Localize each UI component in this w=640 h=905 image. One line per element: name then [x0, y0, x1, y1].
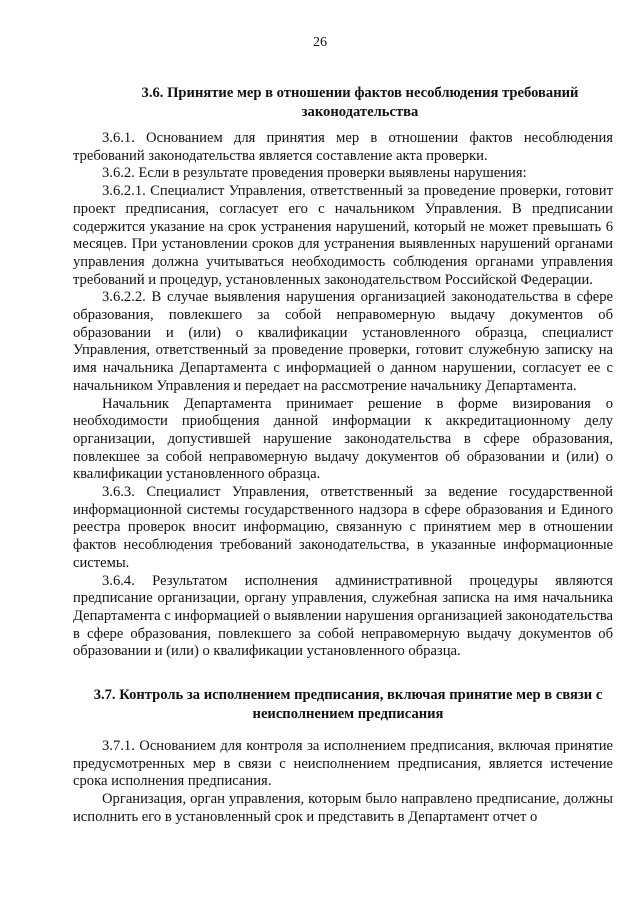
section-heading-3-7: 3.7. Контроль за исполнением предписания, включая принятие мер в связи с неисполнением предписания — [93, 687, 603, 722]
paragraph-department-head-decision: Начальник Департамента принимает решение в форме визирования о необходимости приобщения данной информации к аккредитационному делу организации, допустившей нарушение законодательства в сфере образования, повлекшее за собой неправомерную выдачу документов об образовании и (или) о квалификации установленного образца. — [73, 395, 613, 483]
section-3-7-body — [73, 738, 613, 827]
paragraph-3-6-4: 3.6.4. Результатом исполнения административной процедуры являются предписание организации, органу управления, служебная записка на имя начальника Департамента с информацией о выявлении нарушения организацией законодательства в сфере образования, повлекшего за собой неправомерную выдачу документов об образовании и (или) о квалификации установленного образца. — [73, 572, 613, 660]
paragraph-3-7-1: 3.7.1. Основанием для контроля за исполнением предписания, включая принятие предусмотренных мер в связи с неисполнением предписания, является истечение срока исполнения предписания. — [73, 738, 613, 790]
paragraph-3-6-2: 3.6.2. Если в результате проведения проверки выявлены нарушения: — [102, 165, 527, 182]
paragraph-3-6-2-1: 3.6.2.1. Специалист Управления, ответственный за проведение проверки, готовит проект предписания, согласует его с начальником Управления. В предписании содержится указание на срок устранения нарушений, который не может превышать 6 месяцев. При установлении сроков для устранения выявленных нарушений органами управления должна учитываться необходимость соблюдения органами управления требований и процедур, установленных законодательством Российской Федерации. — [73, 183, 613, 288]
paragraph-3-6-3: 3.6.3. Специалист Управления, ответственный за ведение государственной информационной системы государственного надзора в сфере образования и Единого реестра проверок вносит информацию, связанную с принятием мер в отношении фактов несоблюдения требований законодательства, в указанные информационные системы. — [73, 484, 613, 571]
page-number: 26 — [313, 35, 327, 50]
section-heading-3-6: 3.6. Принятие мер в отношении фактов несоблюдения требований законодательства — [141, 85, 579, 120]
paragraph-3-6-1: 3.6.1. Основанием для принятия мер в отношении фактов несоблюдения требований законодательства является составление акта проверки. — [73, 130, 613, 164]
paragraph-3-6-2-2: 3.6.2.2. В случае выявления нарушения организацией законодательства в сфере образования, повлекшего за собой неправомерную выдачу документов об образовании и (или) о квалификации установленного образца, специалист Управления, ответственный за проведение проверки, готовит служебную записку на имя начальника Департамента с информацией о данном нарушении, согласует ее с начальником Управления и передает на рассмотрение начальнику Департамента. — [73, 289, 613, 394]
paragraph-organization-report: Организация, орган управления, которым было направлено предписание, должны исполнить его в установленный срок и представить в Департамент отчет о — [73, 791, 613, 825]
section-3-6-body — [73, 130, 613, 661]
